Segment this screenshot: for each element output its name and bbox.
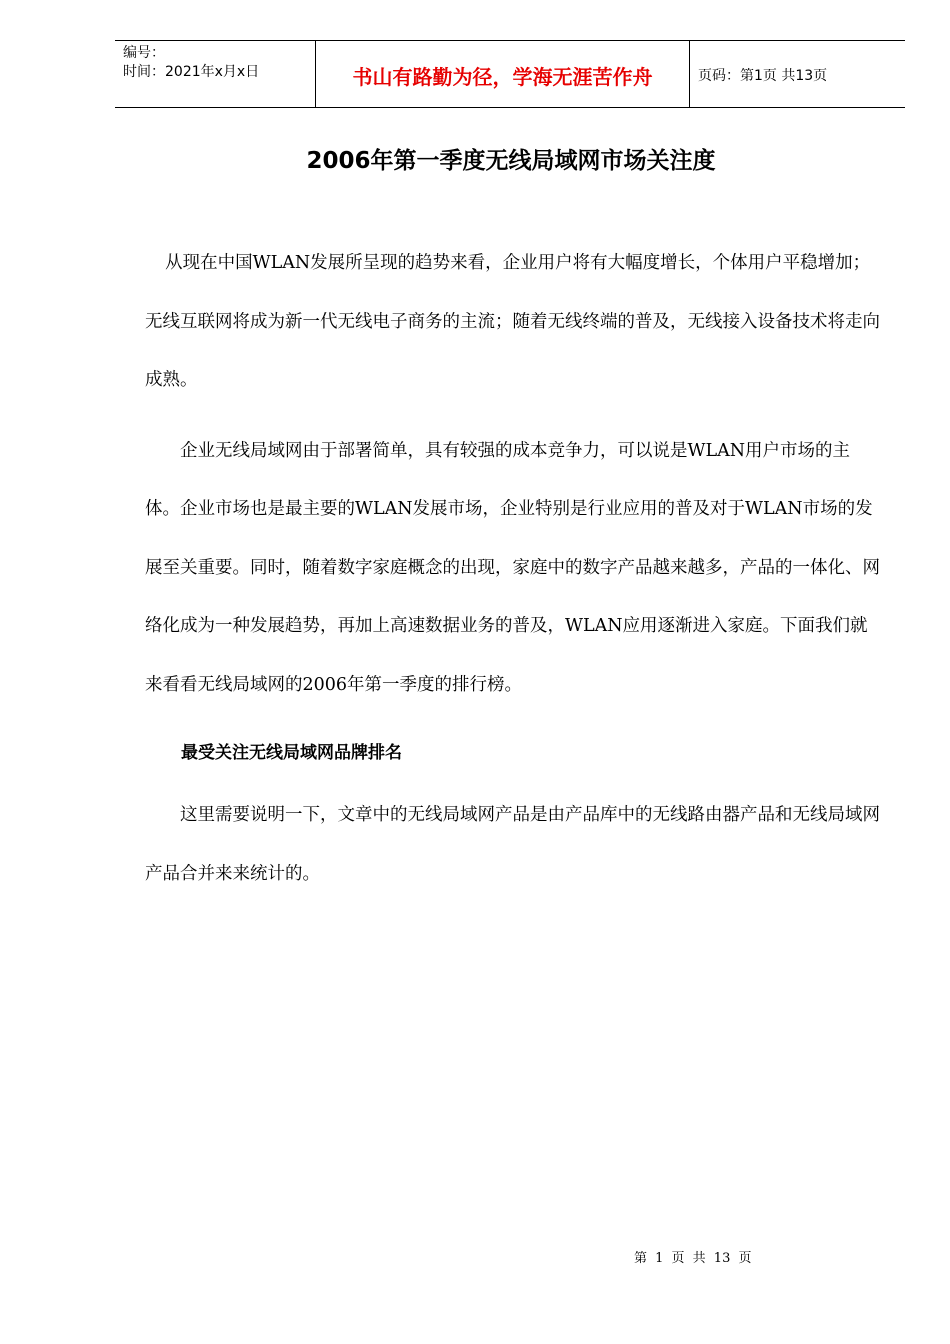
header-page-info: 页码：第1页 共13页 [698, 68, 828, 84]
header-motto: 书山有路勤为径，学海无涯苦作舟 [316, 41, 690, 107]
document-time-label: 时间：2021年x月x日 [123, 64, 260, 80]
section-paragraph: 这里需要说明一下，文章中的无线局域网产品是由产品库中的无线路由器产品和无线局域网产品合并来来统计的。 [145, 805, 880, 884]
body-paragraph-1: 从现在中国WLAN发展所呈现的趋势来看，企业用户将有大幅度增长，个体用户平稳增加；无线互联网将成为新一代无线电子商务的主流；随着无线终端的普及，无线接入设备技术将走向成熟。 [145, 253, 880, 390]
page-header [115, 40, 905, 108]
header-meta-cell [115, 41, 316, 107]
section-heading: 最受关注无线局域网品牌排名 [181, 743, 402, 763]
document-body [145, 234, 880, 903]
document-title: 2006年第一季度无线局域网市场关注度 [306, 148, 716, 174]
page-footer: 第 1 页 共 13 页 [634, 1251, 752, 1266]
document-number-label: 编号： [123, 45, 165, 61]
body-paragraph-2: 企业无线局域网由于部署简单，具有较强的成本竞争力，可以说是WLAN用户市场的主体。企业市场也是最主要的WLAN发展市场，企业特别是行业应用的普及对于WLAN市场的发展至关重要。同时，随着数字家庭概念的出现，家庭中的数字产品越来越多，产品的一体化、网络化成为一种发展趋势，再加上高速数据业务的普及，WLAN应用逐渐进入家庭。下面我们就来看看无线局域网的2006年第一季度的排行榜。 [145, 440, 880, 695]
